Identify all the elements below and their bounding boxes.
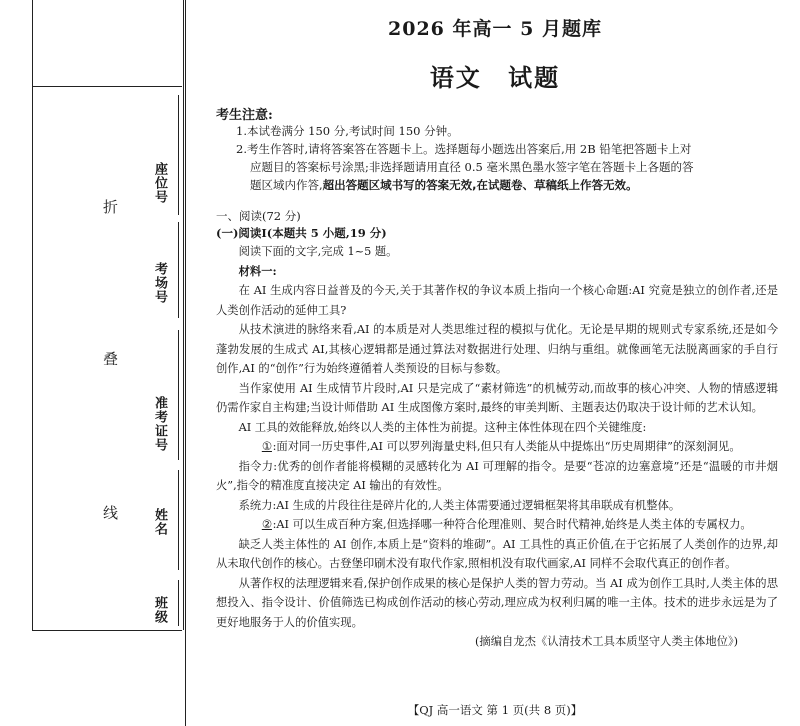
notice-item-text: 题区域内作答, — [250, 178, 323, 192]
reading-passage — [216, 242, 778, 652]
notice-item: 1.本试卷满分 150 分,考试时间 150 分钟。 — [236, 124, 459, 138]
name-line[interactable] — [178, 470, 179, 570]
paragraph: 从技术演进的脉络来看,AI 的本质是对人类思维过程的模拟与优化。无论是早期的规则式专家系统,还是如今蓬勃发展的生成式 AI,其核心逻辑都是通过算法对数据进行处理、归纳与重组。就像画笔无法脱离画家的手自行创作,AI 的“创作”行为始终遵循着人类预设的目标与参数。 — [216, 323, 778, 375]
paragraph: 系统力:AI 生成的片段往往是碎片化的,人类主体需要通过逻辑框架将其串联成有机整体。 — [238, 498, 681, 512]
notice-body — [236, 122, 766, 194]
notice-item: 2.考生作答时,请将答案答在答题卡上。选择题每小题选出答案后,用 2B 铅笔把答题卡上对 — [236, 142, 692, 156]
class-label: 班级 — [152, 596, 167, 624]
fold-line-char: 线 — [103, 504, 119, 522]
material-label: 材料一: — [238, 263, 277, 278]
seat-number-line[interactable] — [178, 95, 179, 215]
page-footer: 【QJ 高一语文 第 1 页(共 8 页)】 — [407, 703, 583, 717]
instruction: 阅读下面的文字,完成 1~5 题。 — [238, 245, 398, 258]
notice-item — [236, 176, 766, 194]
paragraph-text: :AI 可以生成百种方案,但选择哪一种符合伦理准则、契合时代精神,始终是人类主体的专属权力。 — [272, 518, 752, 531]
paragraph: 从著作权的法理逻辑来看,保护创作成果的核心是保护人类的智力劳动。当 AI 成为创作工具时,人类主体的思想投入、指令设计、价值筛选已构成创作活动的核心劳动,理应成为权利归属的唯一主体。技术的进步永远是为了更好地服务于人的价值实现。 — [216, 576, 778, 629]
paragraph: 在 AI 生成内容日益普及的今天,关于其著作权的争议本质上指向一个核心命题:AI 究竟是独立的创作者,还是人类创作活动的延伸工具? — [216, 284, 778, 317]
paragraph: 缺乏人类主体性的 AI 创作,本质上是“资料的堆砌”。AI 工具性的真正价值,在于它拓展了人类创作的边界,却从未取代创作的核心。古登堡印刷术没有取代作家,照相机没有取代画家,AI 同样不会取代真正的创作者。 — [216, 537, 778, 570]
margin-divider — [32, 86, 182, 87]
notice-heading: 考生注意: — [216, 108, 273, 123]
subsection-heading: (一)阅读Ⅰ(本题共 5 小题,19 分) — [216, 226, 387, 240]
paragraph — [216, 437, 778, 457]
paragraph-text: :面对同一历史事件,AI 可以罗列海量史料,但只有人类能从中提炼出“历史周期律”的深刻洞见。 — [272, 440, 741, 453]
fold-line-char: 叠 — [103, 350, 119, 368]
exam-page — [200, 0, 790, 726]
subject-title: 语文 试题 — [429, 63, 561, 92]
blank-2: ② — [261, 518, 272, 531]
notice-emphasis: 超出答题区域书写的答案无效,在试题卷、草稿纸上作答无效。 — [322, 178, 638, 192]
admission-number-label: 准考证号 — [152, 396, 167, 452]
class-line[interactable] — [178, 580, 179, 626]
paragraph — [216, 515, 778, 535]
exam-title: 2026 年高一 5 月题库 — [388, 18, 602, 40]
exam-room-label: 考场号 — [152, 262, 167, 304]
paragraph: AI 工具的效能释放,始终以人类的主体性为前提。这种主体性体现在四个关键维度: — [238, 420, 647, 434]
paragraph: 指令力:优秀的创作者能将模糊的灵感转化为 AI 可理解的指令。是要“苍凉的边塞意境”还是“温暖的市井烟火”,指令的精准度直接决定 AI 输出的有效性。 — [216, 459, 778, 492]
source-citation: (摘编自龙杰《认清技术工具本质坚守人类主体地位》) — [475, 635, 738, 648]
margin-divider — [32, 630, 182, 631]
notice-item: 应题目的答案标号涂黑;非选择题请用直径 0.5 毫米黑色墨水签字笔在答题卡上各题的答 — [250, 160, 694, 174]
section-heading: 一、阅读(72 分) — [216, 209, 301, 223]
exam-room-line[interactable] — [178, 222, 179, 318]
name-label: 姓名 — [152, 508, 167, 536]
paragraph: 当作家使用 AI 生成情节片段时,AI 只是完成了“素材筛选”的机械劳动,而故事的核心冲突、人物的情感逻辑仍需作家自主构建;当设计师借助 AI 生成图像方案时,最终的审美判断、主题表达仍取决于设计师的艺术认知。 — [216, 381, 778, 414]
blank-1: ① — [261, 440, 272, 453]
seat-number-label: 座位号 — [152, 162, 167, 204]
admission-number-line[interactable] — [178, 330, 179, 460]
margin-vertical-rule — [185, 0, 186, 726]
fold-line-char: 折 — [103, 198, 119, 216]
